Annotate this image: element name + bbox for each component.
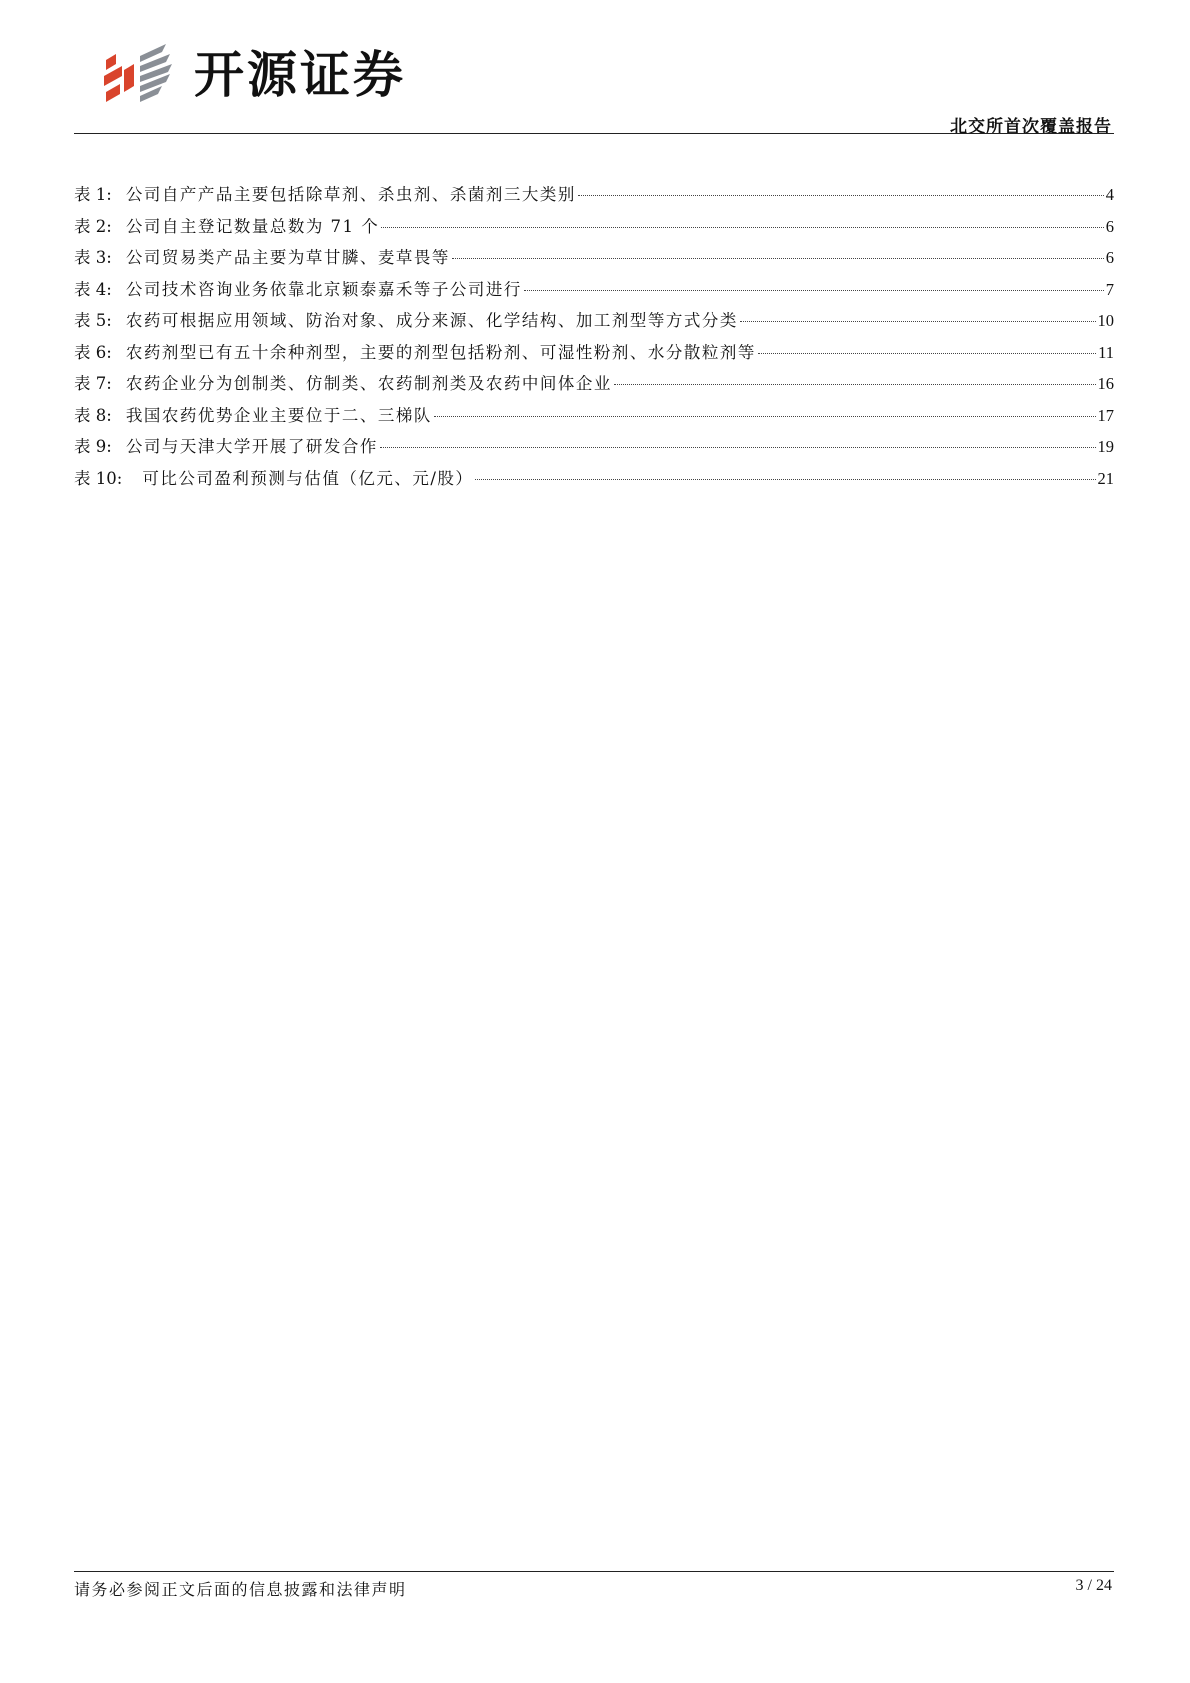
toc-entry-label: 表 1: xyxy=(74,185,112,204)
toc-leader-dots xyxy=(434,416,1096,417)
toc-leader-dots xyxy=(740,321,1096,322)
toc-entry-label: 表 9: xyxy=(74,437,112,456)
toc-entry[interactable] xyxy=(74,216,1114,248)
toc-leader-dots xyxy=(452,258,1104,259)
toc-entry-page: 6 xyxy=(1105,216,1114,236)
toc-entry-page: 7 xyxy=(1105,279,1114,299)
report-type-label: 北交所首次覆盖报告 xyxy=(950,117,1112,137)
toc-entry[interactable] xyxy=(74,247,1114,279)
toc-entry[interactable] xyxy=(74,184,1114,216)
brand-name: 开源证券 xyxy=(194,46,406,104)
toc-entry-label: 表 5: xyxy=(74,311,112,330)
toc-entry-title: 我国农药优势企业主要位于二、三梯队 xyxy=(125,405,432,425)
toc-entry-label: 表 2: xyxy=(74,216,112,236)
toc-entry-title: 公司自产产品主要包括除草剂、杀虫剂、杀菌剂三大类别 xyxy=(125,185,576,204)
toc-entry-page: 4 xyxy=(1105,185,1114,204)
toc-entry-title: 公司技术咨询业务依靠北京颖泰嘉禾等子公司进行 xyxy=(125,279,522,299)
toc-entry-label: 表 3: xyxy=(74,248,112,267)
header-divider xyxy=(74,133,1114,134)
toc-leader-dots xyxy=(524,290,1104,291)
toc-entry-page: 21 xyxy=(1097,468,1114,488)
toc-leader-dots xyxy=(614,384,1096,385)
toc-entry-title: 公司贸易类产品主要为草甘膦、麦草畏等 xyxy=(125,248,450,267)
toc-entry[interactable] xyxy=(74,279,1114,311)
toc-entry-page: 11 xyxy=(1098,342,1114,362)
footer-disclaimer: 请务必参阅正文后面的信息披露和法律声明 xyxy=(74,1580,407,1599)
toc-entry-page: 19 xyxy=(1097,437,1114,456)
toc-leader-dots xyxy=(758,353,1096,354)
company-logo xyxy=(100,42,406,108)
toc-entry-title: 农药可根据应用领域、防治对象、成分来源、化学结构、加工剂型等方式分类 xyxy=(125,311,738,330)
toc-entry[interactable] xyxy=(74,468,1114,500)
toc-entry-title: 可比公司盈利预测与估值（亿元、元/股） xyxy=(142,468,474,488)
toc-entry-label: 表 4: xyxy=(74,279,112,299)
toc-entry[interactable] xyxy=(74,342,1114,374)
toc-entry-title: 农药企业分为创制类、仿制类、农药制剂类及农药中间体企业 xyxy=(125,374,612,393)
toc-leader-dots xyxy=(380,447,1096,448)
footer-divider xyxy=(74,1571,1114,1572)
toc-entry-page: 6 xyxy=(1105,248,1114,267)
toc-entry[interactable] xyxy=(74,373,1114,405)
page-header xyxy=(0,0,1190,140)
kaiyuan-logo-icon xyxy=(100,42,180,108)
toc-entry-page: 17 xyxy=(1097,405,1114,425)
table-of-tables xyxy=(74,184,1114,499)
toc-entry[interactable] xyxy=(74,310,1114,342)
toc-entry[interactable] xyxy=(74,436,1114,468)
toc-leader-dots xyxy=(475,479,1095,480)
toc-entry-title: 公司与天津大学开展了研发合作 xyxy=(125,437,378,456)
toc-entry-page: 10 xyxy=(1097,311,1114,330)
toc-entry-label: 表 7: xyxy=(74,374,112,393)
page-number: 3 / 24 xyxy=(1075,1577,1112,1594)
toc-entry-title: 农药剂型已有五十余种剂型，主要的剂型包括粉剂、可湿性粉剂、水分散粒剂等 xyxy=(125,342,756,362)
toc-leader-dots xyxy=(381,227,1103,228)
toc-entry-label: 表 10: xyxy=(74,468,123,488)
toc-entry[interactable] xyxy=(74,405,1114,437)
toc-entry-label: 表 6: xyxy=(74,342,112,362)
toc-entry-label: 表 8: xyxy=(74,405,112,425)
toc-leader-dots xyxy=(578,195,1104,196)
toc-entry-title: 公司自主登记数量总数为 71 个 xyxy=(125,216,380,236)
toc-entry-page: 16 xyxy=(1097,374,1114,393)
